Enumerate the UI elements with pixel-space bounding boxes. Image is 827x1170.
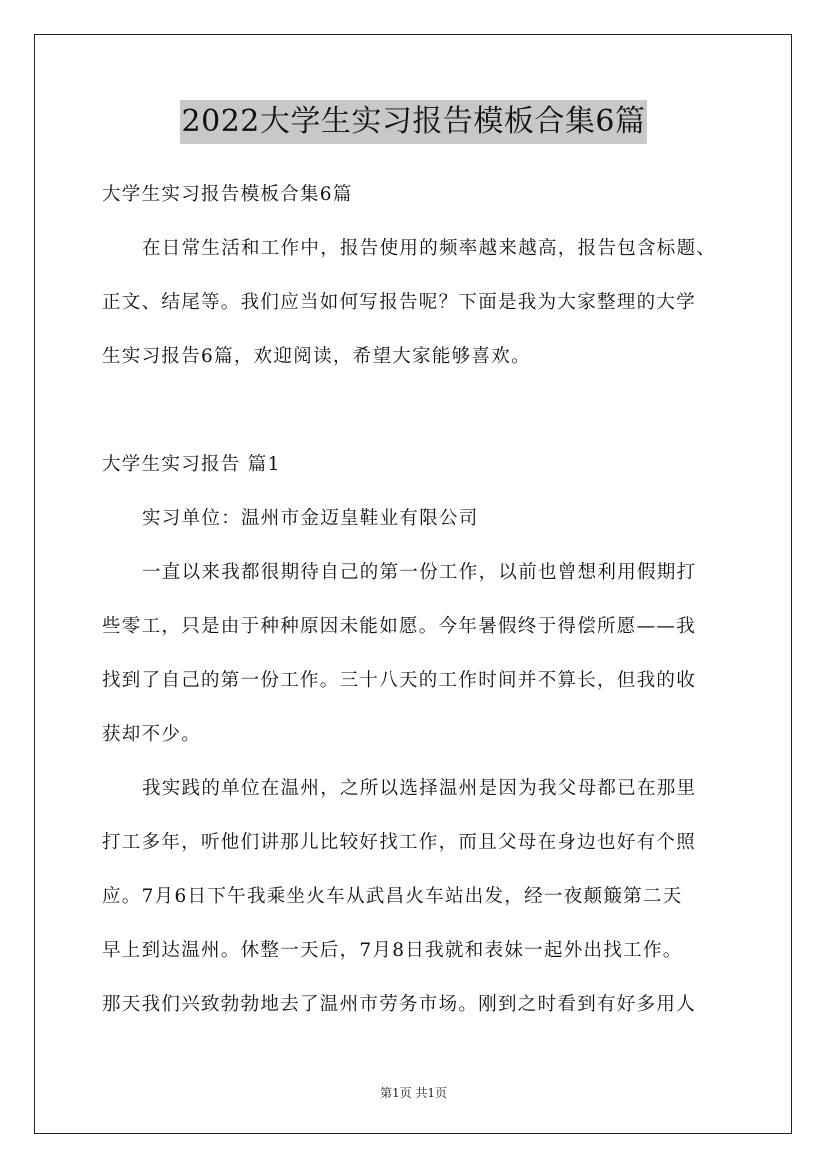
section-heading: 大学生实习报告 篇1 <box>102 454 281 475</box>
document-body <box>102 168 742 1032</box>
intro-line: 在日常生活和工作中，报告使用的频率越来越高，报告包含标题、 <box>142 238 717 259</box>
paragraph-line: 早上到达温州。休整一天后，7月8日我就和表妹一起外出找工作。 <box>102 940 683 961</box>
internship-unit-line: 实习单位：温州市金迈皇鞋业有限公司 <box>142 508 479 529</box>
paragraph-line: 打工多年，听他们讲那儿比较好找工作，而且父母在身边也好有个照 <box>102 832 697 853</box>
page-footer: 第1页 共1页 <box>379 1086 448 1100</box>
document-title <box>0 100 827 144</box>
intro-line: 生实习报告6篇，欢迎阅读，希望大家能够喜欢。 <box>102 346 531 367</box>
paragraph-line: 那天我们兴致勃勃地去了温州市劳务市场。刚到之时看到有好多用人 <box>102 994 697 1015</box>
paragraph-line: 些零工，只是由于种种原因未能如愿。今年暑假终于得偿所愿——我 <box>102 616 697 637</box>
paragraph-line: 我实践的单位在温州，之所以选择温州是因为我父母都已在那里 <box>142 778 697 799</box>
document-subtitle: 大学生实习报告模板合集6篇 <box>102 184 353 205</box>
paragraph-line: 获却不少。 <box>102 724 202 745</box>
intro-line: 正文、结尾等。我们应当如何写报告呢？下面是我为大家整理的大学 <box>102 292 697 313</box>
paragraph-gap <box>102 384 742 438</box>
paragraph-line: 应。7月6日下午我乘坐火车从武昌火车站出发，经一夜颠簸第二天 <box>102 886 683 907</box>
paragraph-line: 一直以来我都很期待自己的第一份工作，以前也曾想利用假期打 <box>142 562 697 583</box>
document-title-text: 2022大学生实习报告模板合集6篇 <box>180 100 648 144</box>
paragraph-line: 找到了自己的第一份工作。三十八天的工作时间并不算长，但我的收 <box>102 670 697 691</box>
